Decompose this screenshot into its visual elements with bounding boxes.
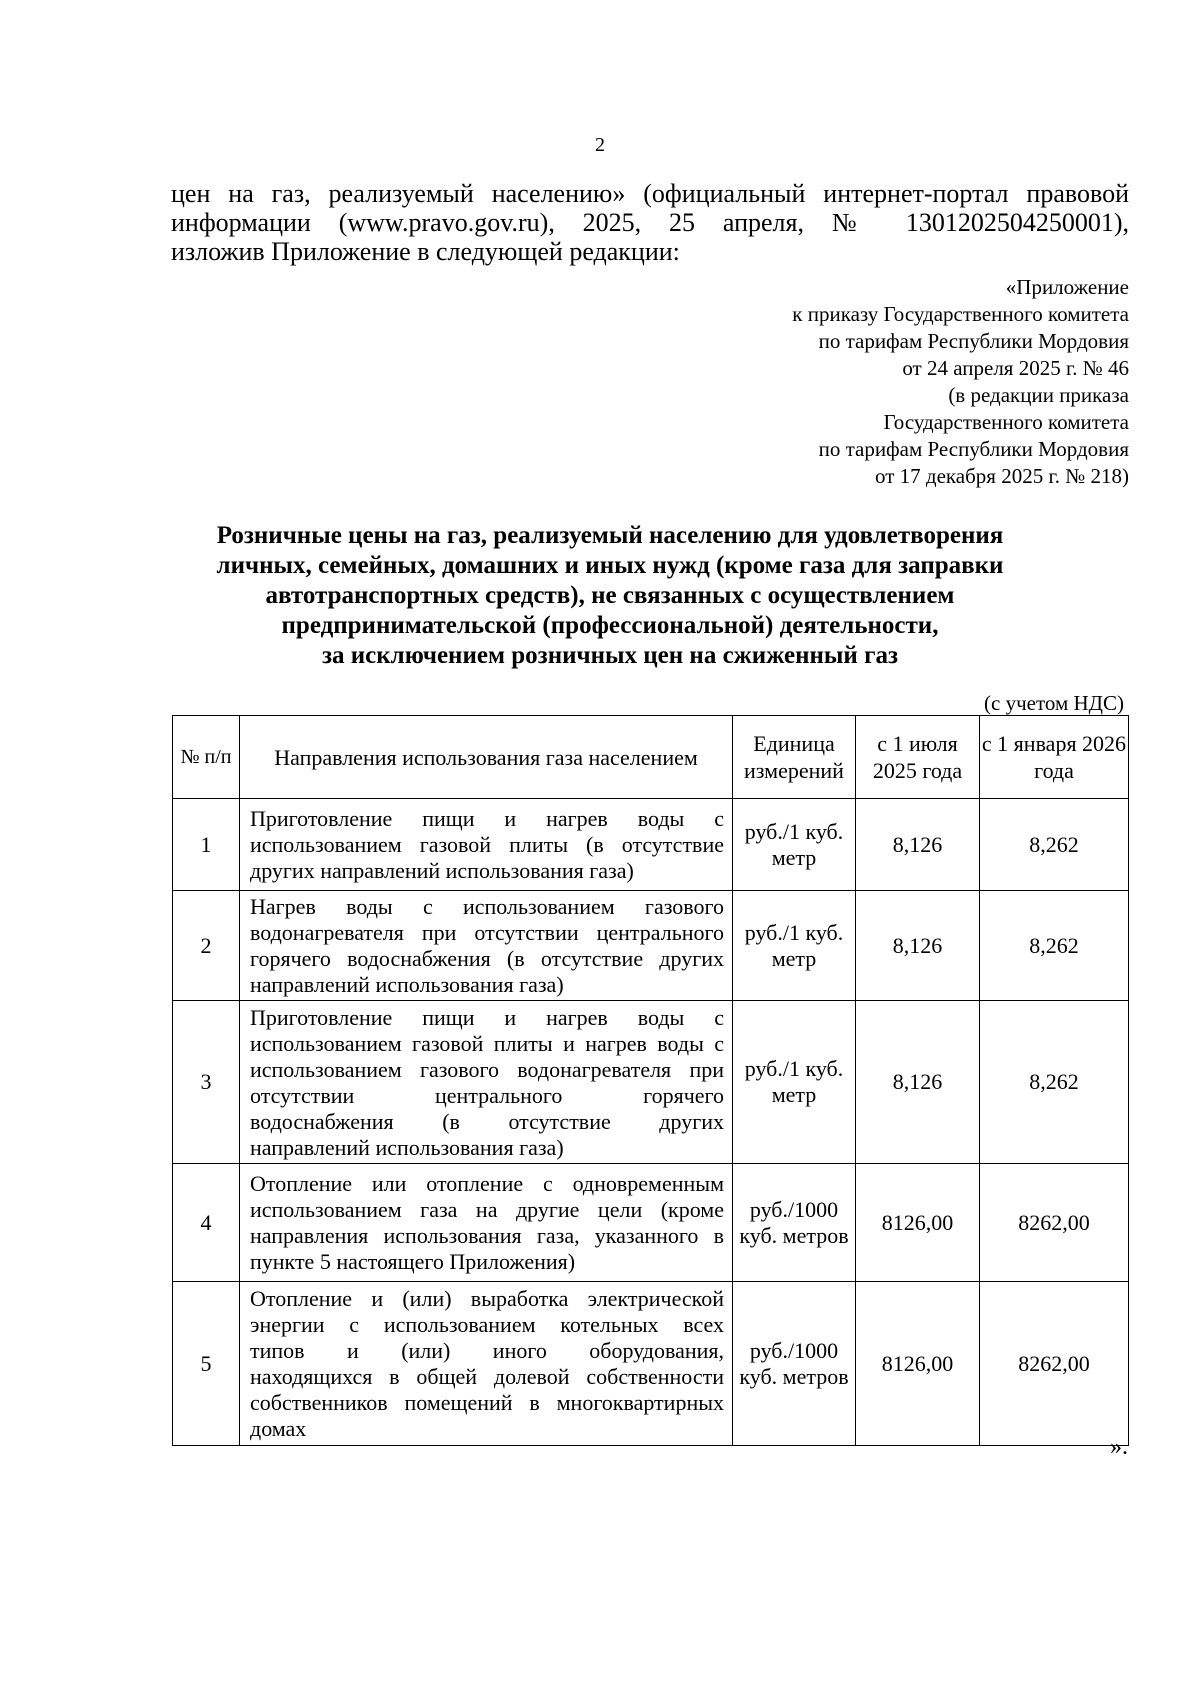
direction-line: Отопление и (или) выработка электрической (250, 1286, 724, 1311)
vat-note: (с учетом НДС) (984, 691, 1124, 715)
table-row (173, 799, 1129, 891)
appendix-note-line: по тарифам Республики Мордовия (818, 437, 1129, 461)
intro-line: информации (www.pravo.gov.ru), 2025, 25 апреля, № 1301202504250001), (171, 208, 1129, 237)
document-title (140, 521, 1080, 671)
direction-line: энергии с использованием котельных всех (250, 1312, 724, 1337)
header-direction: Направления использования газа населением (240, 716, 733, 799)
intro-line: цен на газ, реализуемый населению» (официальный интернет-портал правовой (171, 179, 1129, 208)
title-line: предпринимательской (профессиональной) деятельности, (281, 612, 939, 639)
cell-price-2026: 8,262 (980, 1001, 1129, 1164)
price-table (172, 715, 1129, 1446)
intro-paragraph (171, 179, 1129, 266)
cell-direction (240, 1001, 733, 1164)
header-num: № п/п (173, 716, 240, 799)
direction-line: других направлений использования газа) (250, 858, 634, 883)
cell-num: 3 (173, 1001, 240, 1164)
direction-line: горячего водоснабжения (в отсутствие других (250, 946, 724, 971)
direction-line: Приготовление пищи и нагрев воды с (250, 1004, 724, 1030)
cell-direction (240, 891, 733, 1001)
title-line: Розничные цены на газ, реализуемый населению для удовлетворения (216, 522, 1004, 549)
cell-unit: руб./1 куб. метр (733, 891, 856, 1001)
cell-price-2025: 8126,00 (856, 1282, 980, 1446)
cell-num: 4 (173, 1164, 240, 1282)
cell-price-2026: 8,262 (980, 891, 1129, 1001)
table-row (173, 1164, 1129, 1282)
table-row (173, 891, 1129, 1001)
table-row (173, 1282, 1129, 1446)
appendix-note-line: к приказу Государственного комитета (792, 302, 1129, 326)
direction-line: использованием газового водонагревателя при (250, 1056, 724, 1082)
direction-line: водонагревателя при отсутствии центрального (250, 920, 724, 945)
appendix-note (569, 274, 1129, 490)
direction-line: направлений использования газа) (250, 1134, 564, 1160)
title-line: личных, семейных, домашних и иных нужд (кроме газа для заправки (216, 552, 1004, 579)
appendix-note-line: (в редакции приказа (948, 383, 1129, 407)
cell-num: 2 (173, 891, 240, 1001)
direction-line: направлений использования газа) (250, 972, 564, 997)
direction-line: домах (250, 1416, 307, 1441)
header-unit: Единица измерений (733, 716, 856, 799)
direction-line: направления использования газа, указанного в (250, 1223, 724, 1248)
cell-price-2025: 8,126 (856, 891, 980, 1001)
cell-direction (240, 799, 733, 891)
cell-unit: руб./1000 куб. метров (733, 1282, 856, 1446)
direction-line: водоснабжения (в отсутствие других (250, 1108, 724, 1134)
cell-price-2026: 8262,00 (980, 1282, 1129, 1446)
cell-unit: руб./1 куб. метр (733, 799, 856, 891)
page-number: 2 (595, 134, 605, 156)
title-line: автотранспортных средств), не связанных с осуществлением (265, 582, 955, 609)
cell-unit: руб./1 куб. метр (733, 1001, 856, 1164)
cell-price-2025: 8,126 (856, 799, 980, 891)
title-line: за исключением розничных цен на сжиженный газ (321, 642, 898, 669)
header-price-2026: с 1 января 2026 года (980, 716, 1129, 799)
appendix-note-line: от 24 апреля 2025 г. № 46 (902, 356, 1129, 380)
cell-unit: руб./1000 куб. метров (733, 1164, 856, 1282)
direction-line: Нагрев воды с использованием газового (250, 894, 724, 919)
appendix-note-line: от 17 декабря 2025 г. № 218) (875, 464, 1129, 488)
direction-line: использованием газовой плиты (в отсутствие (250, 832, 724, 857)
direction-line: использованием газовой плиты и нагрев воды с (250, 1030, 724, 1056)
intro-line: изложив Приложение в следующей редакции: (171, 237, 680, 266)
direction-line: Отопление или отопление с одновременным (250, 1171, 724, 1196)
header-price-2025: с 1 июля 2025 года (856, 716, 980, 799)
appendix-note-line: Государственного комитета (883, 410, 1129, 434)
closing-quote: ». (1110, 1434, 1128, 1460)
table-header-row (173, 716, 1129, 799)
cell-price-2025: 8,126 (856, 1001, 980, 1164)
direction-line: Приготовление пищи и нагрев воды с (250, 806, 724, 831)
direction-line: пункте 5 настоящего Приложения) (250, 1249, 576, 1274)
appendix-note-line: по тарифам Республики Мордовия (818, 329, 1129, 353)
appendix-note-line: «Приложение (1005, 275, 1129, 299)
cell-num: 1 (173, 799, 240, 891)
cell-price-2026: 8262,00 (980, 1164, 1129, 1282)
table-row (173, 1001, 1129, 1164)
direction-line: собственников помещений в многоквартирных (250, 1390, 724, 1415)
direction-line: находящихся в общей долевой собственности (250, 1364, 724, 1389)
direction-line: типов и (или) иного оборудования, (250, 1338, 724, 1363)
cell-direction (240, 1282, 733, 1446)
cell-price-2026: 8,262 (980, 799, 1129, 891)
cell-price-2025: 8126,00 (856, 1164, 980, 1282)
cell-num: 5 (173, 1282, 240, 1446)
direction-line: использованием газа на другие цели (кроме (250, 1197, 724, 1222)
cell-direction (240, 1164, 733, 1282)
direction-line: отсутствии центрального горячего (250, 1082, 724, 1108)
